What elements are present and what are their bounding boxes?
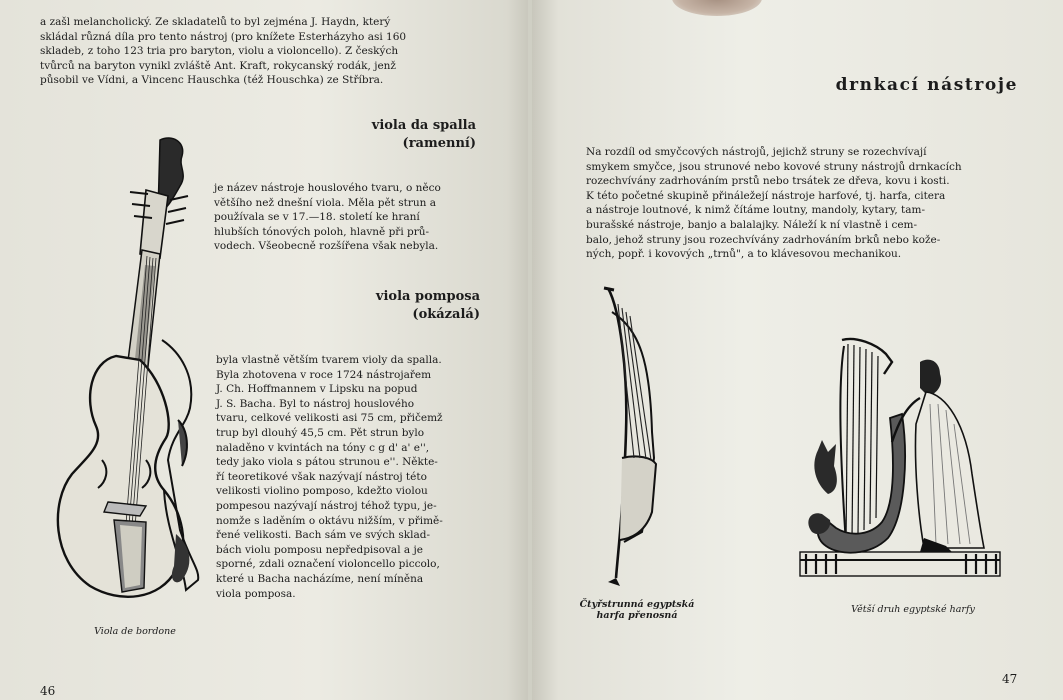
text-line: Na rozdíl od smyčcových nástrojů, jejichž struny se rozechvívají (586, 146, 927, 158)
text-line: burašské nástroje, banjo a balalajky. Náleží k ní vlastně i cem- (586, 218, 918, 231)
text-line: nomže s laděním o oktávu nižším, v přimě- (216, 514, 443, 527)
heading-viola-da-spalla (280, 117, 476, 153)
text-line: tvaru, celkové velikosti asi 75 cm, přičemž (216, 412, 443, 425)
intro-paragraph (586, 145, 1020, 262)
heading-line: (ramenní) (402, 136, 476, 151)
illustration-caption: Viola de bordone (94, 626, 176, 637)
text-line: skladeb, z toho 123 tria pro baryton, violu a violoncello). Z českých (40, 45, 399, 58)
text-line: tvůrců na baryton vynikl zvláště Ant. Kraft, rokycanský rodák, jenž (40, 59, 396, 72)
right-page (532, 0, 1063, 700)
heading-line: (okázalá) (412, 307, 480, 322)
text-line: ří teoretikové však nazývají nástroj této (216, 470, 427, 483)
text-line: rozechvívány zadrhováním prstů nebo trsátek ze dřeva, kovu i kosti. (586, 175, 950, 188)
text-line: velikosti violino pomposo, kdežto violou (216, 485, 428, 498)
heading-viola-pomposa (280, 288, 480, 324)
egyptian-large-harp-illustration (796, 334, 1006, 579)
heading-line: viola pomposa (375, 289, 480, 304)
paragraph-viola-da-spalla (214, 181, 478, 254)
text-line: sporné, zdali označení violoncello piccolo, (216, 558, 440, 571)
finger-smudge (672, 0, 762, 16)
heading-line: viola da spalla (371, 118, 476, 133)
text-line: naladěno v kvintách na tóny c g d' a' e'', (216, 441, 430, 454)
text-line: bách violu pomposu nepředpisoval a je (216, 543, 423, 556)
page-number: 47 (1002, 672, 1018, 686)
text-line: balo, jehož struny jsou rozechvívány zadrhováním brků nebo kože- (586, 233, 941, 246)
text-line: hlubších tónových poloh, hlavně při prů- (214, 225, 430, 238)
text-line: a nástroje loutnové, k nimž čítáme loutny, mandoly, kytary, tam- (586, 204, 926, 217)
text-line: K této početné skupině přináležejí nástroje harfové, tj. harfa, citera (586, 189, 946, 202)
chapter-title: drnkací nástroje (835, 75, 1018, 95)
text-line: byla vlastně větším tvarem violy da spalla. (216, 354, 442, 366)
caption-line: Čtyřstrunná egyptská (579, 599, 695, 610)
page-number: 46 (40, 684, 56, 698)
text-line: je název nástroje houslového tvaru, o něco (214, 182, 441, 194)
portable-harp-caption (572, 599, 702, 621)
text-line: skládal různá díla pro tento nástroj (pro knížete Esterházyho asi 160 (40, 30, 407, 43)
text-line: používala se v 17.—18. století ke hraní (214, 211, 420, 224)
text-line: smykem smyčce, jsou strunové nebo kovové struny nástrojů drnkacích (586, 160, 962, 173)
text-line: které u Bacha nacházíme, není míněna (216, 572, 424, 585)
text-line: a zašl melancholický. Ze skladatelů to byl zejména J. Haydn, který (40, 16, 391, 28)
large-harp-caption: Větší druh egyptské harfy (851, 604, 975, 615)
text-line: tedy jako viola s pátou strunou e''. Někte- (216, 456, 438, 469)
viola-de-bordone-illustration (50, 130, 210, 610)
text-line: vodech. Všeobecně rozšířena však nebyla. (214, 240, 439, 253)
text-line: většího než dnešní viola. Měla pět strun a (214, 196, 436, 209)
left-page (0, 0, 528, 700)
text-line: působil ve Vídni, a Vincenc Hauschka (též Houschka) ze Stříbra. (40, 74, 384, 87)
caption-line: harfa přenosná (596, 610, 678, 621)
text-line: ných, popř. i kovových „trnů", a to klávesovou mechanikou. (586, 248, 902, 261)
text-line: viola pomposa. (216, 587, 296, 600)
text-line: J. S. Bacha. Byl to nástroj houslového (216, 397, 415, 410)
paragraph-viola-pomposa (216, 353, 488, 601)
text-line: J. Ch. Hoffmannem v Lipsku na popud (216, 383, 418, 396)
intro-paragraph (40, 15, 480, 88)
text-line: pompesou nazývají nástroj téhož typu, je- (216, 499, 437, 512)
text-line: řené velikosti. Bach sám ve svých sklad- (216, 529, 430, 542)
egyptian-portable-harp-illustration (598, 282, 668, 592)
text-line: Byla zhotovena v roce 1724 nástrojařem (216, 368, 432, 381)
text-line: trup byl dlouhý 45,5 cm. Pět strun bylo (216, 426, 425, 439)
